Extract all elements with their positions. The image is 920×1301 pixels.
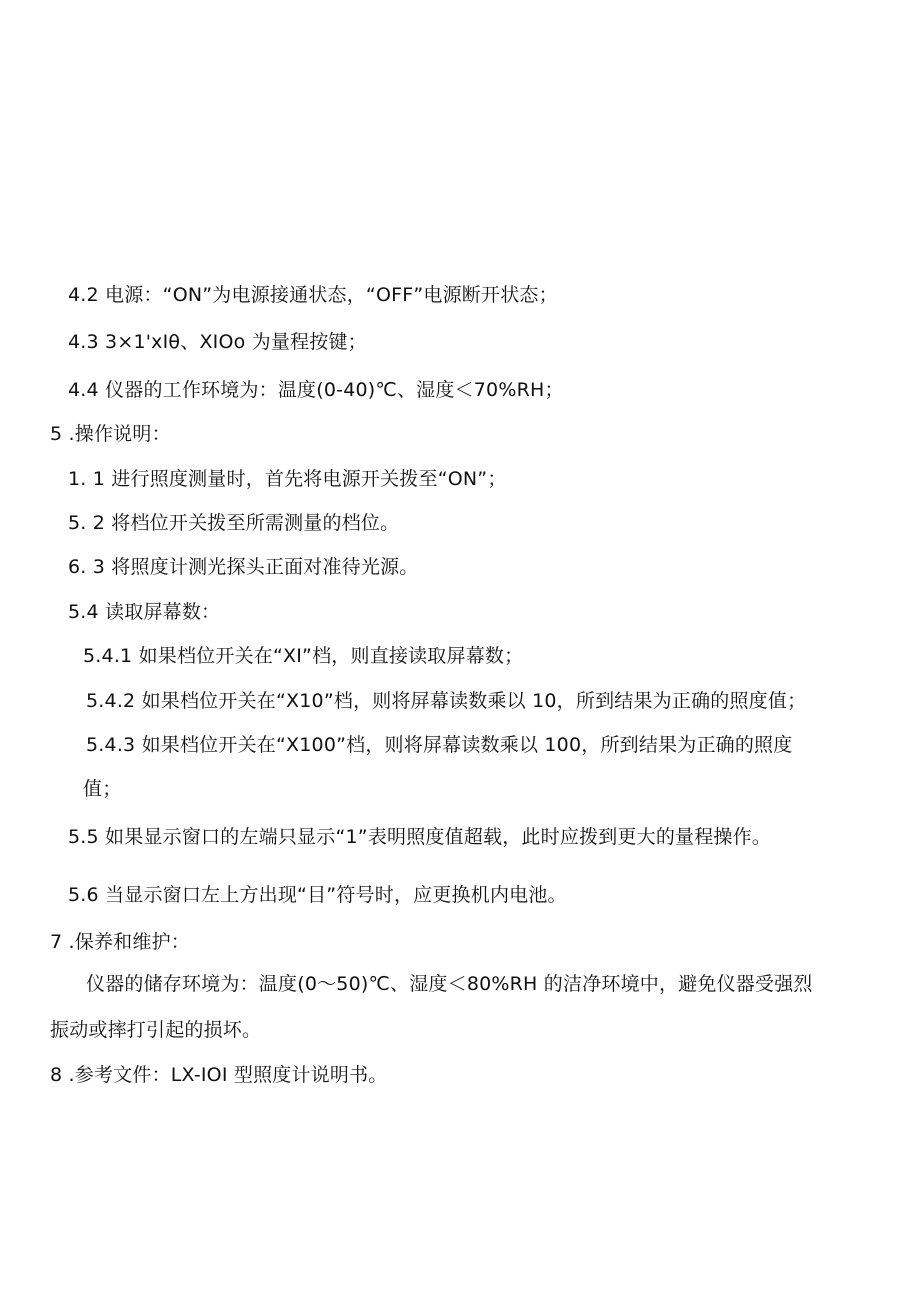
section-5-heading: 5 .操作说明： [50,423,171,445]
line-5-2-range: 5. 2 将档位开关拨至所需测量的档位。 [68,512,400,534]
line-7-storage-continued: 振动或摔打引起的损坏。 [50,1019,262,1041]
line-5-4-3: 5.4.3 如果档位开关在“X100”档，则将屏幕读数乘以 100，所到结果为正确的照度 [86,734,793,756]
line-4-4-environment: 4.4 仪器的工作环境为：温度(0-40)℃、湿度＜70%RH； [68,379,564,401]
line-4-2-power: 4.2 电源：“ON”为电源接通状态，“OFF”电源断开状态； [68,284,558,306]
section-7-heading: 7 .保养和维护： [50,931,190,953]
line-5-3-probe: 6. 3 将照度计测光探头正面对准待光源。 [68,556,419,578]
section-8-reference: 8 .参考文件：LX-IOI 型照度计说明书。 [50,1064,388,1086]
line-5-4-3-continued: 值； [83,778,122,800]
line-7-storage: 仪器的储存环境为：温度(0〜50)℃、湿度＜80%RH 的洁净环境中，避免仪器受强烈 [86,973,813,995]
line-5-4-2: 5.4.2 如果档位开关在“X10”档，则将屏幕读数乘以 10，所到结果为正确的照度值； [86,690,807,712]
line-5-4-read-screen: 5.4 读取屏幕数： [68,601,221,623]
line-5-5-overload: 5.5 如果显示窗口的左端只显示“1”表明照度值超载，此时应拨到更大的量程操作。 [68,826,772,848]
line-4-3-range-keys: 4.3 3×1'xIθ、XIOo 为量程按键； [68,331,367,353]
line-5-4-1: 5.4.1 如果档位开关在“XI”档，则直接读取屏幕数； [83,645,524,667]
line-5-1-measure: 1. 1 进行照度测量时，首先将电源开关拨至“ON”； [68,468,507,490]
line-5-6-battery: 5.6 当显示窗口左上方出现“目”符号时，应更换机内电池。 [68,884,567,906]
